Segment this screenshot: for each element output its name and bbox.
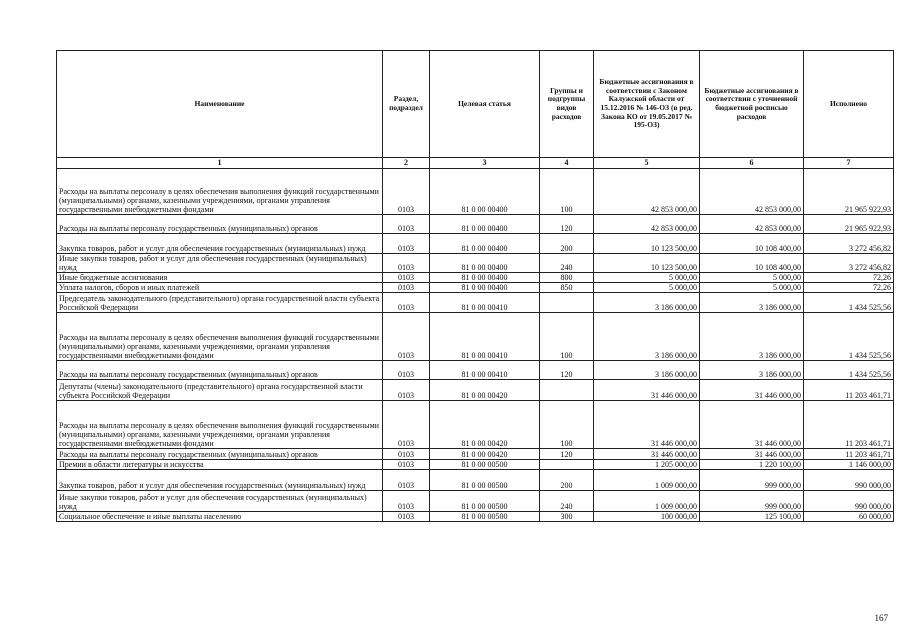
cell-name: Социальное обеспечение и иные выплаты населению <box>57 512 383 522</box>
col-number: 1 <box>57 158 383 169</box>
header-name: Наименование <box>57 51 383 158</box>
cell-refined: 5 000,00 <box>700 273 804 283</box>
cell-sec: 0103 <box>383 401 430 449</box>
cell-done: 1 434 525,56 <box>804 313 894 361</box>
cell-name: Расходы на выплаты персоналу в целях обеспечения выполнения функций государственными (муниципальными) органами, казенными учреждениями, органами управления государственными внебюджетными фондами <box>57 169 383 215</box>
cell-sec: 0103 <box>383 293 430 313</box>
cell-grp: 800 <box>540 273 594 283</box>
cell-name: Премии в области литературы и искусства <box>57 460 383 470</box>
cell-refined: 31 446 000,00 <box>700 401 804 449</box>
cell-name: Расходы на выплаты персоналу государственных (муниципальных) органов <box>57 449 383 460</box>
cell-law: 1 009 000,00 <box>594 491 700 512</box>
cell-target: 81 0 00 00500 <box>430 470 540 491</box>
cell-name: Депутаты (члены) законодательного (представительного) органа государственной власти субъекта Российской Федерации <box>57 380 383 401</box>
cell-sec: 0103 <box>383 361 430 380</box>
cell-sec: 0103 <box>383 491 430 512</box>
cell-name: Расходы на выплаты персоналу государственных (муниципальных) органов <box>57 215 383 234</box>
table-row <box>57 273 894 283</box>
cell-done: 11 203 461,71 <box>804 449 894 460</box>
budget-table-page <box>56 50 893 522</box>
cell-target: 81 0 00 00410 <box>430 293 540 313</box>
cell-name: Закупка товаров, работ и услуг для обеспечения государственных (муниципальных) нужд <box>57 234 383 254</box>
cell-grp <box>540 460 594 470</box>
cell-done: 11 203 461,71 <box>804 401 894 449</box>
cell-law: 10 123 500,00 <box>594 254 700 273</box>
cell-grp: 240 <box>540 254 594 273</box>
cell-target: 81 0 00 00420 <box>430 449 540 460</box>
cell-refined: 10 108 400,00 <box>700 234 804 254</box>
cell-target: 81 0 00 00410 <box>430 313 540 361</box>
cell-done: 72,26 <box>804 273 894 283</box>
table-row <box>57 293 894 313</box>
cell-law: 3 186 000,00 <box>594 293 700 313</box>
table-row <box>57 283 894 293</box>
cell-done: 21 965 922,93 <box>804 169 894 215</box>
header-law: Бюджетные ассигнования в соответствии с Законом Калужской области от 15.12.2016 № 146-ОЗ (в ред. Закона КО от 19.05.2017 № 195-ОЗ) <box>594 51 700 158</box>
cell-name: Закупка товаров, работ и услуг для обеспечения государственных (муниципальных) нужд <box>57 470 383 491</box>
cell-grp <box>540 380 594 401</box>
cell-grp: 120 <box>540 449 594 460</box>
cell-done: 21 965 922,93 <box>804 215 894 234</box>
cell-target: 81 0 00 00410 <box>430 361 540 380</box>
cell-refined: 125 100,00 <box>700 512 804 522</box>
cell-refined: 999 000,00 <box>700 491 804 512</box>
header-groups: Группы и подгруппы видов расходов <box>540 51 594 158</box>
cell-law: 5 000,00 <box>594 283 700 293</box>
cell-law: 1 009 000,00 <box>594 470 700 491</box>
cell-grp <box>540 293 594 313</box>
cell-sec: 0103 <box>383 254 430 273</box>
cell-law: 10 123 500,00 <box>594 234 700 254</box>
cell-grp: 100 <box>540 169 594 215</box>
cell-grp: 100 <box>540 401 594 449</box>
cell-name: Иные бюджетные ассигнования <box>57 273 383 283</box>
cell-refined: 999 000,00 <box>700 470 804 491</box>
header-row <box>57 51 894 158</box>
cell-law: 42 853 000,00 <box>594 215 700 234</box>
cell-refined: 5 000,00 <box>700 283 804 293</box>
page-number: 167 <box>874 613 888 623</box>
table-row <box>57 512 894 522</box>
cell-done: 11 203 461,71 <box>804 380 894 401</box>
budget-table <box>56 50 894 522</box>
cell-target: 81 0 00 00420 <box>430 401 540 449</box>
col-number: 4 <box>540 158 594 169</box>
cell-grp: 120 <box>540 361 594 380</box>
cell-sec: 0103 <box>383 169 430 215</box>
cell-refined: 3 186 000,00 <box>700 293 804 313</box>
cell-grp: 100 <box>540 313 594 361</box>
cell-target: 81 0 00 00500 <box>430 460 540 470</box>
table-row <box>57 234 894 254</box>
cell-grp: 120 <box>540 215 594 234</box>
cell-target: 81 0 00 00500 <box>430 491 540 512</box>
col-number: 7 <box>804 158 894 169</box>
column-number-row <box>57 158 894 169</box>
cell-done: 990 000,00 <box>804 491 894 512</box>
cell-law: 3 186 000,00 <box>594 361 700 380</box>
table-row <box>57 401 894 449</box>
cell-done: 3 272 456,82 <box>804 234 894 254</box>
cell-done: 1 434 525,56 <box>804 293 894 313</box>
cell-grp: 200 <box>540 234 594 254</box>
cell-done: 1 146 000,00 <box>804 460 894 470</box>
cell-refined: 3 186 000,00 <box>700 361 804 380</box>
cell-name: Расходы на выплаты персоналу государственных (муниципальных) органов <box>57 361 383 380</box>
cell-law: 1 205 000,00 <box>594 460 700 470</box>
table-row <box>57 491 894 512</box>
header-section: Раздел, подраздел <box>383 51 430 158</box>
cell-sec: 0103 <box>383 283 430 293</box>
cell-sec: 0103 <box>383 215 430 234</box>
cell-sec: 0103 <box>383 449 430 460</box>
cell-grp: 200 <box>540 470 594 491</box>
cell-target: 81 0 00 00500 <box>430 512 540 522</box>
col-number: 6 <box>700 158 804 169</box>
cell-sec: 0103 <box>383 313 430 361</box>
cell-target: 81 0 00 00400 <box>430 169 540 215</box>
table-row <box>57 254 894 273</box>
cell-target: 81 0 00 00400 <box>430 283 540 293</box>
cell-refined: 10 108 400,00 <box>700 254 804 273</box>
cell-done: 3 272 456,82 <box>804 254 894 273</box>
cell-name: Расходы на выплаты персоналу в целях обеспечения выполнения функций государственными (муниципальными) органами, казенными учреждениями, органами управления государственными внебюджетными фондами <box>57 313 383 361</box>
cell-name: Председатель законодательного (представительного) органа государственной власти субъекта Российской Федерации <box>57 293 383 313</box>
header-target: Целевая статья <box>430 51 540 158</box>
cell-law: 31 446 000,00 <box>594 380 700 401</box>
cell-done: 1 434 525,56 <box>804 361 894 380</box>
cell-target: 81 0 00 00420 <box>430 380 540 401</box>
cell-sec: 0103 <box>383 460 430 470</box>
cell-name: Иные закупки товаров, работ и услуг для обеспечения государственных (муниципальных) нужд <box>57 254 383 273</box>
cell-refined: 42 853 000,00 <box>700 215 804 234</box>
table-row <box>57 449 894 460</box>
cell-done: 990 000,00 <box>804 470 894 491</box>
col-number: 2 <box>383 158 430 169</box>
cell-name: Иные закупки товаров, работ и услуг для обеспечения государственных (муниципальных) нужд <box>57 491 383 512</box>
cell-law: 100 000,00 <box>594 512 700 522</box>
cell-law: 31 446 000,00 <box>594 449 700 460</box>
cell-sec: 0103 <box>383 234 430 254</box>
table-row <box>57 313 894 361</box>
cell-done: 60 000,00 <box>804 512 894 522</box>
cell-refined: 31 446 000,00 <box>700 449 804 460</box>
header-done: Исполнено <box>804 51 894 158</box>
cell-law: 3 186 000,00 <box>594 313 700 361</box>
table-row <box>57 380 894 401</box>
cell-target: 81 0 00 00400 <box>430 215 540 234</box>
cell-refined: 42 853 000,00 <box>700 169 804 215</box>
cell-refined: 31 446 000,00 <box>700 380 804 401</box>
cell-law: 5 000,00 <box>594 273 700 283</box>
cell-refined: 3 186 000,00 <box>700 313 804 361</box>
cell-sec: 0103 <box>383 470 430 491</box>
cell-target: 81 0 00 00400 <box>430 273 540 283</box>
cell-target: 81 0 00 00400 <box>430 234 540 254</box>
cell-sec: 0103 <box>383 512 430 522</box>
cell-sec: 0103 <box>383 380 430 401</box>
cell-grp: 240 <box>540 491 594 512</box>
table-row <box>57 215 894 234</box>
col-number: 3 <box>430 158 540 169</box>
cell-target: 81 0 00 00400 <box>430 254 540 273</box>
table-row <box>57 169 894 215</box>
cell-grp: 850 <box>540 283 594 293</box>
table-row <box>57 470 894 491</box>
cell-name: Уплата налогов, сборов и иных платежей <box>57 283 383 293</box>
cell-law: 42 853 000,00 <box>594 169 700 215</box>
col-number: 5 <box>594 158 700 169</box>
table-row <box>57 460 894 470</box>
cell-law: 31 446 000,00 <box>594 401 700 449</box>
cell-name: Расходы на выплаты персоналу в целях обеспечения выполнения функций государственными (муниципальными) органами, казенными учреждениями, органами управления государственными внебюджетными фондами <box>57 401 383 449</box>
cell-grp: 300 <box>540 512 594 522</box>
table-row <box>57 361 894 380</box>
cell-sec: 0103 <box>383 273 430 283</box>
cell-done: 72,26 <box>804 283 894 293</box>
cell-refined: 1 220 100,00 <box>700 460 804 470</box>
header-refined: Бюджетные ассигнования в соответствии с уточненной бюджетной росписью расходов <box>700 51 804 158</box>
